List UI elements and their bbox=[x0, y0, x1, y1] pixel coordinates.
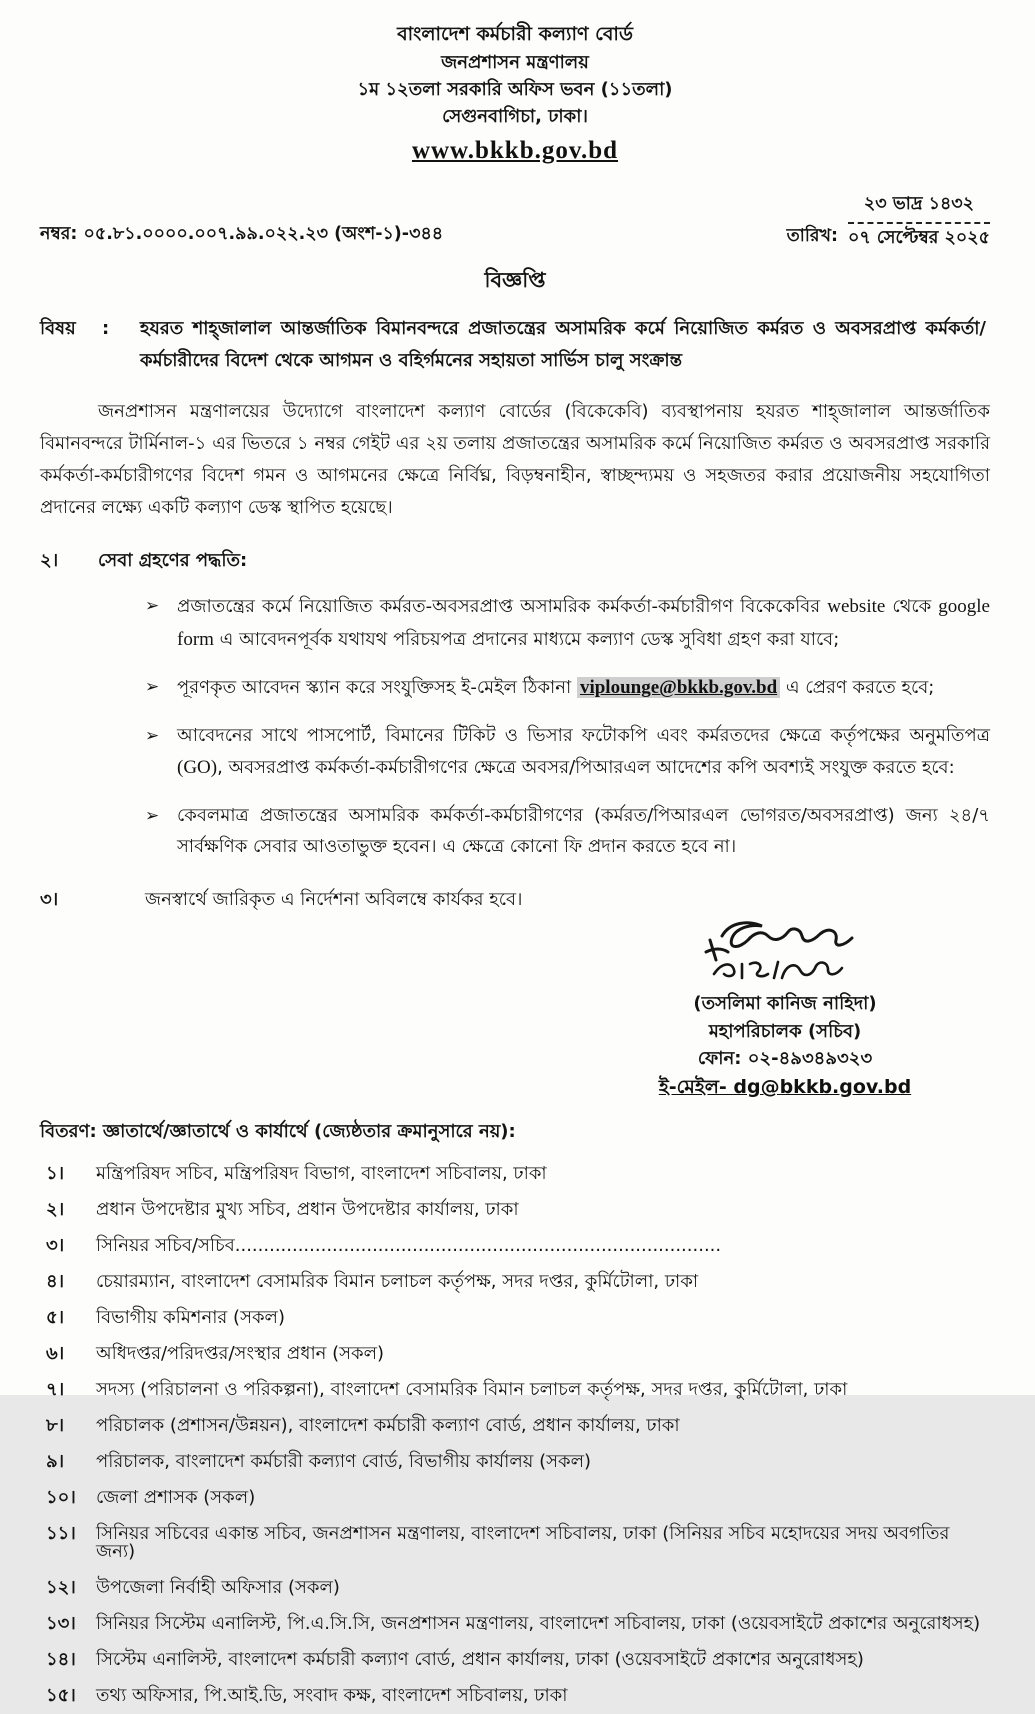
item-number: ৫। bbox=[46, 1306, 65, 1328]
date-label: তারিখ: bbox=[786, 226, 838, 246]
letterhead bbox=[40, 20, 990, 169]
distribution-item bbox=[40, 1516, 990, 1570]
distribution-item bbox=[40, 1192, 990, 1228]
signatory-phone: ফোন: ০২-৪৯৩৪৯৩২৩ bbox=[697, 1048, 873, 1070]
distribution-item bbox=[40, 1642, 990, 1678]
list-item bbox=[145, 591, 990, 656]
bullet-4-text: কেবলমাত্র প্রজাতন্ত্রের অসামরিক কর্মকর্তা-কর্মচারীগণের (কর্মরত/পিআরএল ভোগরত/অবসরপ্রাপ্ত) জন্য ২৪/৭ সার্বক্ষণিক সেবার আওতাভুক্ত হবেন। এ ক্ষেত্রে কোনো ফি প্রদান করতে হবে না। bbox=[177, 804, 990, 857]
bullet-3-post: , অবসরপ্রাপ্ত কর্মকর্তা-কর্মচারীগণের ক্ষেত্রে অবসর/পিআরএল আদেশের কপি অবশ্যই সংযুক্ত করতে হবে: bbox=[217, 757, 955, 779]
distribution-item bbox=[40, 1444, 990, 1480]
body-paragraph-1: জনপ্রশাসন মন্ত্রণালয়ের উদ্যোগে বাংলাদেশ কল্যাণ বোর্ডের (বিকেকেবি) ব্যবস্থাপনায় হযরত শাহ্‌জালাল আন্তর্জাতিক বিমানবন্দরে টার্মিনাল-১ এর ভিতরে ১ নম্বর গেইট এর ২য় তলায় প্রজাতন্ত্রের অসামরিক কর্মে নিয়োজিত কর্মরত ও অবসরপ্রাপ্ত সরকারি কর্মকর্তা-কর্মচারীগণের বিদেশ গমন ও আগমনের ক্ষেত্রে নির্বিঘ্ন, বিড়ম্বনাহীন, স্বাচ্ছন্দ্যময় ও সহজতর করার প্রয়োজনীয় সহযোগিতা প্রদানের লক্ষ্যে একটি কল্যাণ ডেস্ক স্থাপিত হয়েছে। bbox=[40, 401, 990, 519]
section-3-text: জনস্বার্থে জারিকৃত এ নির্দেশনা অবিলম্বে কার্যকর হবে। bbox=[145, 888, 523, 910]
item-text: সদস্য (পরিচালনা ও পরিকল্পনা), বাংলাদেশ বেসামরিক বিমান চলাচল কর্তৃপক্ষ, সদর দপ্তর, কুর্মিটোলা, ঢাকা bbox=[96, 1378, 848, 1400]
list-item bbox=[145, 672, 990, 705]
address-line-2: সেগুনবাগিচা, ঢাকা। bbox=[442, 105, 588, 127]
item-text: সিস্টেম এনালিস্ট, বাংলাদেশ কর্মচারী কল্যাণ বোর্ড, প্রধান কার্যালয়, ঢাকা (ওয়েবসাইটে প্রকাশের অনুরোধসহ) bbox=[96, 1648, 864, 1670]
distribution-item bbox=[40, 1678, 990, 1714]
item-number: ১২। bbox=[46, 1576, 76, 1598]
subject-label: বিষয় bbox=[40, 318, 76, 339]
item-text: উপজেলা নির্বাহী অফিসার (সকল) bbox=[96, 1576, 340, 1598]
date-block bbox=[787, 191, 990, 254]
bullet-2-text bbox=[177, 672, 990, 705]
item-text: সিনিয়র সিস্টেম এনালিস্ট, পি.এ.সি.সি, জনপ্রশাসন মন্ত্রণালয়, বাংলাদেশ সচিবালয়, ঢাকা (ওয়েবসাইটে প্রকাশের অনুরোধসহ) bbox=[96, 1612, 981, 1634]
item-number: ১০। bbox=[46, 1486, 76, 1508]
bullet-3-go-word: (GO) bbox=[177, 757, 218, 779]
section-2-number: ২। bbox=[40, 550, 59, 572]
item-number: ৬। bbox=[46, 1342, 65, 1364]
item-number: ১। bbox=[46, 1162, 65, 1184]
distribution-item bbox=[40, 1408, 990, 1444]
website-link[interactable]: www.bkkb.gov.bd bbox=[411, 136, 619, 164]
dg-email-link[interactable]: ই-মেইল- dg@bkkb.gov.bd bbox=[658, 1076, 912, 1099]
item-text: সিনিয়র সচিবের একান্ত সচিব, জনপ্রশাসন মন্ত্রণালয়, বাংলাদেশ সচিবালয়, ঢাকা (সিনিয়র সচিব মহোদয়ের সদয় অবগতির জন্য) bbox=[96, 1522, 950, 1562]
item-number: ১৩। bbox=[46, 1612, 76, 1634]
distribution-item bbox=[40, 1570, 990, 1606]
section-3-number: ৩। bbox=[40, 888, 59, 910]
distribution-item bbox=[40, 1336, 990, 1372]
item-text: প্রধান উপদেষ্টার মুখ্য সচিব, প্রধান উপদেষ্টার কার্যালয়, ঢাকা bbox=[96, 1198, 519, 1220]
distribution-item bbox=[40, 1264, 990, 1300]
distribution-item bbox=[40, 1228, 990, 1264]
item-text: সিনিয়র সচিব/সচিব..................................................................................... bbox=[96, 1234, 722, 1256]
bullet-1-post: এ আবেদনপূর্বক যথাযথ পরিচয়পত্র প্রদানের মাধ্যমে কল্যাণ ডেস্ক সুবিধা গ্রহণ করা যাবে; bbox=[213, 628, 840, 650]
item-text: তথ্য অফিসার, পি.আই.ডি, সংবাদ কক্ষ, বাংলাদেশ সচিবালয়, ঢাকা bbox=[96, 1684, 568, 1706]
section-2-heading: সেবা গ্রহণের পদ্ধতি: bbox=[98, 550, 248, 572]
bullet-1-pre: প্রজাতন্ত্রের কর্মে নিয়োজিত কর্মরত-অবসরপ্রাপ্ত অসামরিক কর্মকর্তা-কর্মচারীগণ বিকেকেবির bbox=[177, 596, 828, 618]
section-2-heading-row bbox=[40, 546, 990, 577]
item-text: বিভাগীয় কমিশনার (সকল) bbox=[96, 1306, 285, 1328]
bullet-2-post: এ প্রেরণ করতে হবে; bbox=[780, 677, 935, 699]
item-text: জেলা প্রশাসক (সকল) bbox=[96, 1486, 256, 1508]
memo-number: নম্বর: ০৫.৮১.০০০০.০০৭.৯৯.০২২.২৩ (অংশ-১)-৩৪৪ bbox=[40, 224, 444, 244]
distribution-item bbox=[40, 1300, 990, 1336]
bullet-2-pre: পূরণকৃত আবেদন স্ক্যান করে সংযুক্তিসহ ই-মেইল ঠিকানা bbox=[177, 677, 577, 699]
signatory-name: (তসলিমা কানিজ নাহিদা) bbox=[693, 992, 877, 1014]
signature-block bbox=[620, 918, 950, 1103]
date-gregorian: ০৭ সেপ্টেম্বর ২০২৫ bbox=[847, 228, 990, 248]
bullet-1-mid: থেকে bbox=[885, 596, 939, 618]
distribution-section bbox=[40, 1117, 990, 1714]
subject-text: হযরত শাহ্‌জালাল আন্তর্জাতিক বিমানবন্দরে প্রজাতন্ত্রের অসামরিক কর্মে নিয়োজিত কর্মরত ও অবসরপ্রাপ্ত কর্মকর্তা/কর্মচারীদের বিদেশ থেকে আগমন ও বহির্গমনের সহায়তা সার্ভিস চালু সংক্রান্ত bbox=[140, 318, 986, 371]
subject-row bbox=[40, 313, 990, 376]
item-text: মন্ত্রিপরিষদ সচিব, মন্ত্রিপরিষদ বিভাগ, বাংলাদেশ সচিবালয়, ঢাকা bbox=[96, 1162, 547, 1184]
section-3-row bbox=[40, 885, 990, 916]
date-bangla: ২৩ ভাদ্র ১৪৩২ bbox=[863, 194, 975, 214]
item-number: ৪। bbox=[46, 1270, 65, 1292]
distribution-item bbox=[40, 1372, 990, 1408]
signature-scribble bbox=[620, 918, 950, 990]
distribution-heading: বিতরণ: জ্ঞাতার্থে/জ্ঞাতার্থে ও কার্যার্থে (জ্যেষ্ঠতার ক্রমানুসারে নয়): bbox=[40, 1120, 516, 1142]
bullet-1-googleform-word: google form bbox=[177, 596, 990, 650]
subject-colon: : bbox=[102, 318, 110, 339]
item-text: অধিদপ্তর/পরিদপ্তর/সংস্থার প্রধান (সকল) bbox=[96, 1342, 385, 1364]
arrow-bullet-icon: ➢ bbox=[145, 805, 160, 826]
org-name: বাংলাদেশ কর্মচারী কল্যাণ বোর্ড bbox=[397, 23, 633, 45]
bullet-1-text bbox=[177, 591, 990, 656]
distribution-item bbox=[40, 1606, 990, 1642]
arrow-bullet-icon: ➢ bbox=[145, 596, 160, 617]
ministry-name: জনপ্রশাসন মন্ত্রণালয় bbox=[441, 51, 589, 73]
item-text: পরিচালক, বাংলাদেশ কর্মচারী কল্যাণ বোর্ড, বিভাগীয় কার্যালয় (সকল) bbox=[96, 1450, 592, 1472]
item-number: ৭। bbox=[46, 1378, 65, 1400]
distribution-item bbox=[40, 1156, 990, 1192]
item-number: ১৫। bbox=[46, 1684, 76, 1706]
arrow-bullet-icon: ➢ bbox=[145, 677, 160, 698]
list-item bbox=[145, 801, 990, 863]
service-method-list bbox=[40, 591, 990, 863]
item-text: পরিচালক (প্রশাসন/উন্নয়ন), বাংলাদেশ কর্মচারী কল্যাণ বোর্ড, প্রধান কার্যালয়, ঢাকা bbox=[96, 1414, 680, 1436]
bullet-3-text bbox=[177, 721, 990, 785]
arrow-bullet-icon: ➢ bbox=[145, 726, 160, 747]
item-number: ৯। bbox=[46, 1450, 65, 1472]
list-item bbox=[145, 721, 990, 785]
bullet-3-pre: আবেদনের সাথে পাসপোর্ট, বিমানের টিকিট ও ভিসার ফটোকপি এবং কর্মরতদের ক্ষেত্রে কর্তৃপক্ষের অনুমতিপত্র bbox=[177, 725, 990, 747]
document-title: বিজ্ঞপ্তি bbox=[484, 268, 546, 292]
item-text: চেয়ারম্যান, বাংলাদেশ বেসামরিক বিমান চলাচল কর্তৃপক্ষ, সদর দপ্তর, কুর্মিটোলা, ঢাকা bbox=[96, 1270, 699, 1292]
signatory-designation: মহাপরিচালক (সচিব) bbox=[708, 1020, 862, 1042]
item-number: ১১। bbox=[46, 1522, 76, 1544]
viplounge-email-link[interactable]: viplounge@bkkb.gov.bd bbox=[577, 677, 780, 698]
bullet-1-website-word: website bbox=[827, 596, 886, 618]
distribution-list bbox=[40, 1156, 990, 1714]
item-number: ৩। bbox=[46, 1234, 65, 1256]
item-number: ২। bbox=[46, 1198, 65, 1220]
address-line-1: ১ম ১২তলা সরকারি অফিস ভবন (১১তলা) bbox=[357, 78, 673, 100]
item-number: ৮। bbox=[46, 1414, 65, 1436]
reference-row bbox=[40, 191, 990, 254]
distribution-item bbox=[40, 1480, 990, 1516]
item-number: ১৪। bbox=[46, 1648, 76, 1670]
